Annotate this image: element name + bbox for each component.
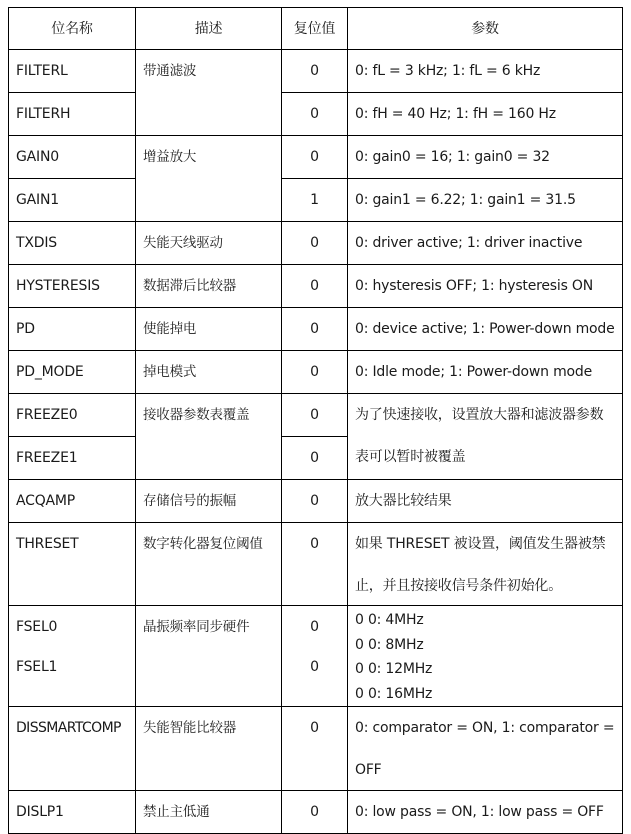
parameters-line: 止，并且按接收信号条件初始化。 — [355, 578, 562, 594]
parameters-cell — [348, 394, 623, 480]
bit-name-cell: PD_MODE — [9, 351, 136, 394]
parameters-cell — [348, 707, 623, 791]
parameters-cell — [348, 606, 623, 707]
table-row — [9, 50, 623, 93]
table-row — [9, 480, 623, 523]
reset-value-cell: 0 — [282, 791, 348, 834]
table-header-row — [9, 8, 623, 50]
reset-value-cell: 1 — [282, 179, 348, 222]
reset-value-cell: 0 — [282, 394, 348, 437]
description-cell: 数字转化器复位阈值 — [136, 523, 282, 606]
bit-name: FSEL1 — [16, 659, 58, 675]
parameters-cell: 0: Idle mode; 1: Power-down mode — [348, 351, 623, 394]
description-cell: 存储信号的振幅 — [136, 480, 282, 523]
description-cell: 掉电模式 — [136, 351, 282, 394]
frequency-option: 0 0: 4MHz — [355, 612, 424, 628]
description-cell: 接收器参数表覆盖 — [136, 394, 282, 480]
parameters-line: 如果 THRESET 被设置，阈值发生器被禁 — [355, 536, 606, 552]
description-cell: 禁止主低通 — [136, 791, 282, 834]
reset-value-cell: 0 — [282, 50, 348, 93]
table-row — [9, 136, 623, 179]
bit-name-cell: THRESET — [9, 523, 136, 606]
reset-value-cell: 0 — [282, 93, 348, 136]
table-row — [9, 351, 623, 394]
frequency-option: 0 0: 8MHz — [355, 636, 424, 653]
frequency-option: 0 0: 12MHz — [355, 661, 433, 677]
header-description: 描述 — [136, 8, 282, 50]
table-row — [9, 606, 623, 707]
reset-value: 0 — [310, 619, 319, 635]
bit-name-cell: FREEZE0 — [9, 394, 136, 437]
bit-name-cell: GAIN1 — [9, 179, 136, 222]
bit-name-cell: DISLP1 — [9, 791, 136, 834]
bit-name-cell: FREEZE1 — [9, 437, 136, 480]
parameters-cell: 0: fL = 3 kHz; 1: fL = 6 kHz — [348, 50, 623, 93]
bit-name: FSEL0 — [16, 619, 58, 635]
reset-value-cell: 0 — [282, 265, 348, 308]
header-parameters: 参数 — [348, 8, 623, 50]
reset-value-cell: 0 — [282, 523, 348, 606]
table-row — [9, 707, 623, 791]
bit-name-cell — [9, 606, 136, 707]
description-cell: 晶振频率同步硬件 — [136, 606, 282, 707]
parameters-cell: 放大器比较结果 — [348, 480, 623, 523]
header-bit-name: 位名称 — [9, 8, 136, 50]
parameters-cell — [348, 523, 623, 606]
table-row — [9, 265, 623, 308]
description-cell: 增益放大 — [136, 136, 282, 222]
reset-value-cell: 0 — [282, 136, 348, 179]
table-row — [9, 394, 623, 437]
table-row — [9, 93, 623, 136]
table-row — [9, 523, 623, 606]
parameters-cell: 0: gain0 = 16; 1: gain0 = 32 — [348, 136, 623, 179]
bit-name-cell: FILTERL — [9, 50, 136, 93]
parameters-cell: 0: fH = 40 Hz; 1: fH = 160 Hz — [348, 93, 623, 136]
parameters-cell: 0: gain1 = 6.22; 1: gain1 = 31.5 — [348, 179, 623, 222]
table-row — [9, 222, 623, 265]
reset-value-cell: 0 — [282, 707, 348, 791]
bit-name-cell: HYSTERESIS — [9, 265, 136, 308]
parameters-cell: 0: hysteresis OFF; 1: hysteresis ON — [348, 265, 623, 308]
description-cell: 失能天线驱动 — [136, 222, 282, 265]
description-cell: 带通滤波 — [136, 50, 282, 136]
table-row — [9, 308, 623, 351]
reset-value-cell: 0 — [282, 437, 348, 480]
reset-value-cell: 0 — [282, 308, 348, 351]
reset-value-cell: 0 — [282, 480, 348, 523]
bit-name-cell: GAIN0 — [9, 136, 136, 179]
parameters-cell: 0: device active; 1: Power-down mode — [348, 308, 623, 351]
reset-value-cell: 0 — [282, 222, 348, 265]
bit-name-cell: DISSMARTCOMP — [9, 707, 136, 791]
reset-value-cell: 0 — [282, 351, 348, 394]
register-bit-table — [8, 7, 623, 834]
bit-name-cell: PD — [9, 308, 136, 351]
parameters-cell: 0: low pass = ON, 1: low pass = OFF — [348, 791, 623, 834]
description-cell: 失能智能比较器 — [136, 707, 282, 791]
bit-name-cell: TXDIS — [9, 222, 136, 265]
reset-value-cell — [282, 606, 348, 707]
bit-name-cell: FILTERH — [9, 93, 136, 136]
parameters-line: 0: comparator = ON, 1: comparator = — [355, 720, 615, 736]
description-cell: 数据滞后比较器 — [136, 265, 282, 308]
reset-value: 0 — [310, 659, 319, 675]
parameters-line: OFF — [355, 762, 382, 778]
parameters-cell: 0: driver active; 1: driver inactive — [348, 222, 623, 265]
parameters-line: 为了快速接收，设置放大器和滤波器参数 — [355, 407, 604, 423]
description-cell: 使能掉电 — [136, 308, 282, 351]
frequency-option: 0 0: 16MHz — [355, 685, 433, 702]
header-reset-value: 复位值 — [282, 8, 348, 50]
bit-name-cell: ACQAMP — [9, 480, 136, 523]
table-row — [9, 791, 623, 834]
parameters-line: 表可以暂时被覆盖 — [355, 449, 466, 465]
table-row — [9, 179, 623, 222]
